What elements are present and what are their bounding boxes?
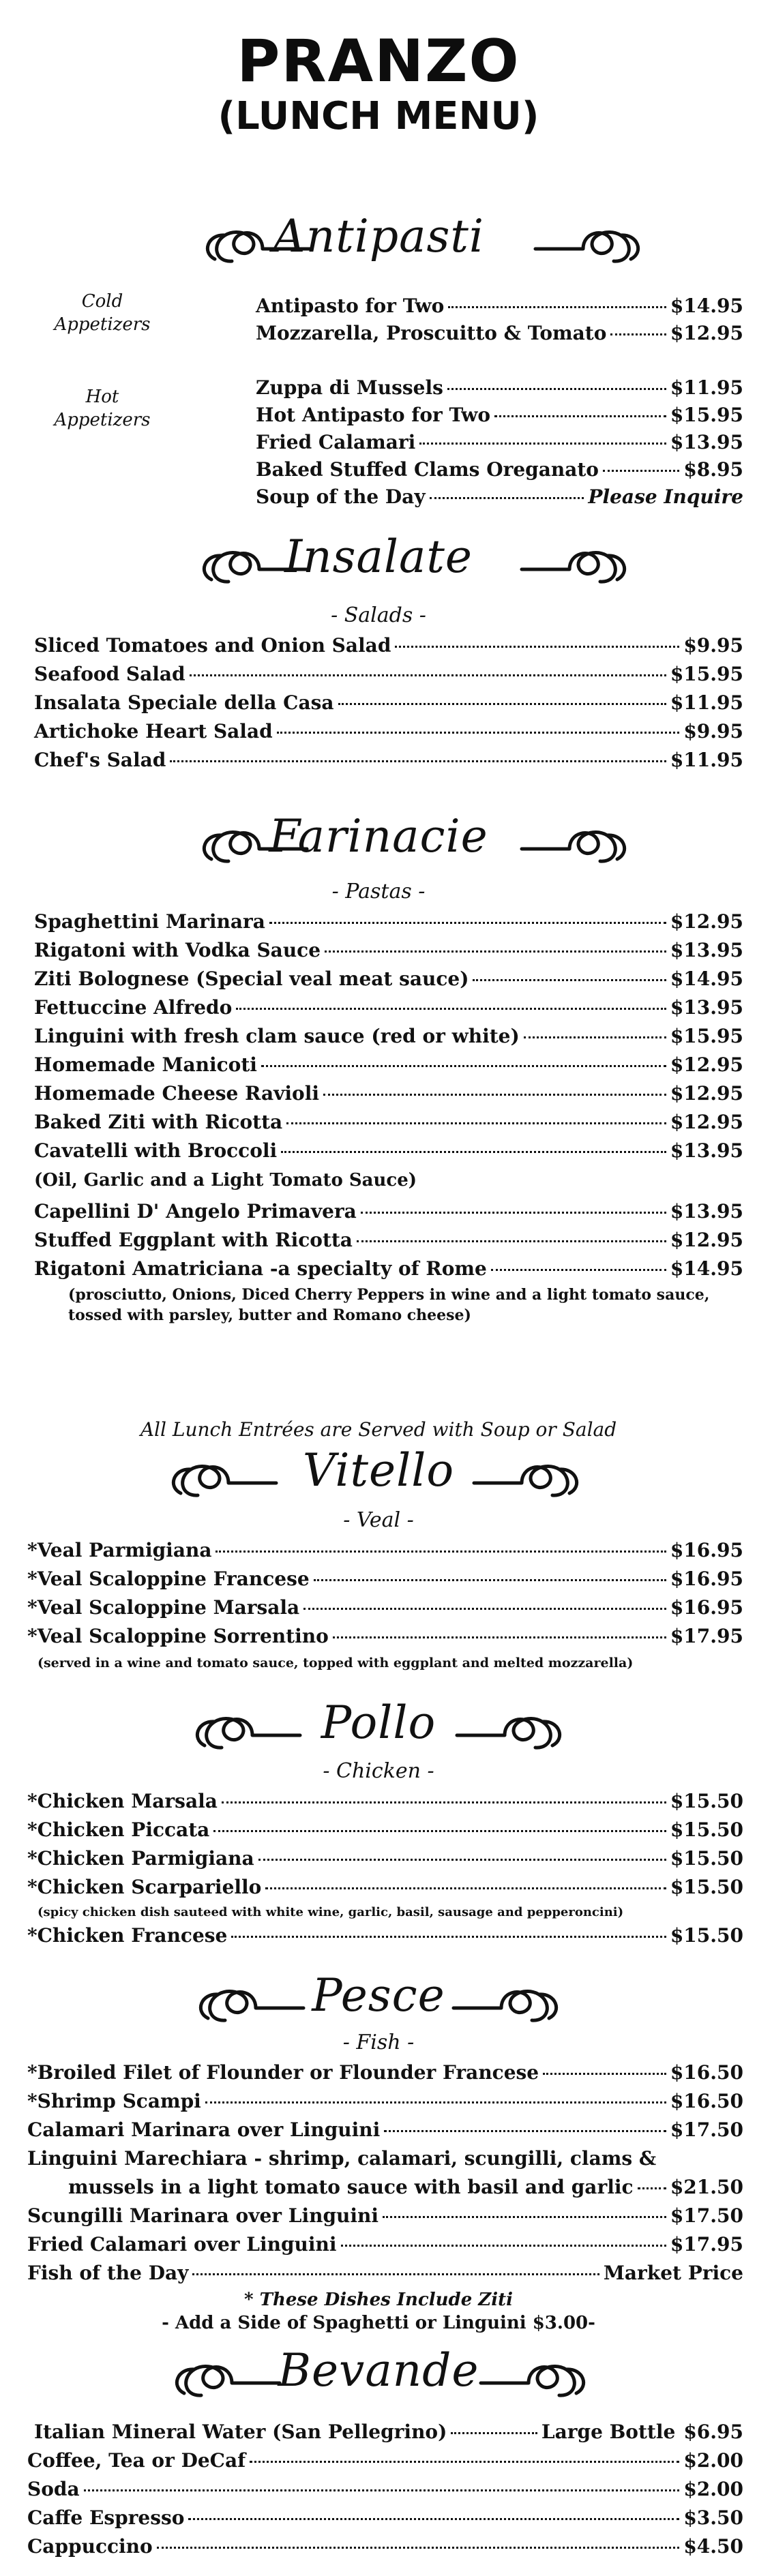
item-note: (served in a wine and tomato sauce, topped with eggplant and melted mozzarella) <box>38 1656 634 1671</box>
menu-item: Sliced Tomatoes and Onion Salad $9.95 <box>34 634 743 657</box>
menu-item: *Chicken Scarpariello $15.50 <box>27 1876 743 1898</box>
item-note: (spicy chicken dish sauteed with white wine, garlic, basil, sausage and pepperoncini) <box>38 1905 624 1919</box>
menu-item: *Broiled Filet of Flounder or Flounder Francese $16.50 <box>27 2061 743 2084</box>
menu-item: Ziti Bolognese (Special veal meat sauce) $14.95 <box>34 968 743 990</box>
farinacie-heading: Farinacie <box>0 805 757 880</box>
hot-appetizers-label: Hot Appetizers <box>54 387 151 430</box>
menu-item: Soda $2.00 <box>27 2478 743 2500</box>
menu-item: Capellini D' Angelo Primavera $13.95 <box>34 1200 743 1223</box>
menu-item: Calamari Marinara over Linguini $17.50 <box>27 2118 743 2141</box>
item-note: tossed with parsley, butter and Romano cheese) <box>68 1306 471 1324</box>
menu-item: Chef's Salad $11.95 <box>34 749 743 771</box>
menu-item: Rigatoni Amatriciana -a specialty of Rome $14.95 <box>34 1257 743 1280</box>
menu-subtitle: (LUNCH MENU) <box>218 94 539 138</box>
section-subtitle: - Salads - <box>331 603 426 627</box>
swirl-right-icon <box>518 542 634 590</box>
menu-item: Seafood Salad $15.95 <box>34 663 743 685</box>
swirl-right-icon <box>471 1456 587 1503</box>
cold-appetizers-label: Cold Appetizers <box>54 291 151 335</box>
section-subtitle: - Chicken - <box>323 1759 434 1783</box>
bevande-heading: Bevande <box>0 2339 757 2414</box>
item-note: (Oil, Garlic and a Light Tomato Sauce) <box>34 1170 417 1190</box>
menu-item: *Veal Parmigiana $16.95 <box>27 1539 743 1561</box>
swirl-right-icon <box>450 1981 566 2028</box>
swirl-right-icon <box>454 1708 569 1756</box>
item-note: (prosciutto, Onions, Diced Cherry Peppers in wine and a light tomato sauce, <box>68 1286 710 1304</box>
menu-item: *Chicken Marsala $15.50 <box>27 1790 743 1812</box>
insalate-heading: Insalate <box>0 525 757 600</box>
menu-item: Spaghettini Marinara $12.95 <box>34 910 743 933</box>
menu-item: *Chicken Francese $15.50 <box>27 1924 743 1947</box>
swirl-right-icon <box>532 222 648 269</box>
section-subtitle: - Pastas - <box>331 880 426 903</box>
menu-item: Scungilli Marinara over Linguini $17.50 <box>27 2204 743 2227</box>
menu-item: Baked Stuffed Clams Oreganato $8.95 <box>256 458 743 481</box>
menu-item: *Veal Scaloppine Sorrentino $17.95 <box>27 1625 743 1647</box>
menu-item: Fettuccine Alfredo $13.95 <box>34 996 743 1019</box>
menu-item: Linguini with fresh clam sauce (red or white) $15.95 <box>34 1025 743 1047</box>
menu-item-text: Linguini Marechiara - shrimp, calamari, scungilli, clams & <box>27 2147 657 2170</box>
menu-item: Homemade Cheese Ravioli $12.95 <box>34 1082 743 1105</box>
menu-item: Fried Calamari $13.95 <box>256 431 743 453</box>
menu-item: Coffee, Tea or DeCaf $2.00 <box>27 2449 743 2472</box>
menu-item: Homemade Manicoti $12.95 <box>34 1053 743 1076</box>
menu-item: Baked Ziti with Ricotta $12.95 <box>34 1111 743 1133</box>
swirl-right-icon <box>518 822 634 869</box>
menu-item: Cappuccino $4.50 <box>27 2535 743 2558</box>
vitello-heading: Vitello <box>0 1439 757 1514</box>
menu-title: PRANZO <box>237 27 520 95</box>
menu-item: *Veal Scaloppine Francese $16.95 <box>27 1568 743 1590</box>
menu-item: Mozzarella, Proscuitto & Tomato $12.95 <box>256 322 743 344</box>
menu-item: *Veal Scaloppine Marsala $16.95 <box>27 1596 743 1619</box>
menu-item: Hot Antipasto for Two $15.95 <box>256 404 743 426</box>
swirl-right-icon <box>477 2356 593 2403</box>
menu-item: *Shrimp Scampi $16.50 <box>27 2090 743 2112</box>
menu-item: Insalata Speciale della Casa $11.95 <box>34 691 743 714</box>
menu-item: Rigatoni with Vodka Sauce $13.95 <box>34 939 743 961</box>
menu-item: Caffe Espresso $3.50 <box>27 2506 743 2529</box>
entree-note: All Lunch Entrées are Served with Soup or Salad <box>140 1418 617 1441</box>
pollo-heading: Pollo <box>0 1691 757 1766</box>
antipasti-heading: Antipasti <box>0 205 757 280</box>
menu-item: Fried Calamari over Linguini $17.95 <box>27 2233 743 2256</box>
menu-item: mussels in a light tomato sauce with basil and garlic $21.50 <box>68 2176 743 2198</box>
menu-item: Cavatelli with Broccoli $13.95 <box>34 1139 743 1162</box>
menu-item: *Chicken Piccata $15.50 <box>27 1818 743 1841</box>
menu-item: Stuffed Eggplant with Ricotta $12.95 <box>34 1229 743 1251</box>
pesce-heading: Pesce <box>0 1964 757 2039</box>
menu-item: Fish of the Day Market Price <box>27 2262 743 2284</box>
menu-item: Italian Mineral Water (San Pellegrino) Large Bottle $6.95 <box>34 2421 743 2443</box>
section-subtitle: - Veal - <box>343 1508 414 1532</box>
ziti-note: * These Dishes Include Ziti <box>243 2290 514 2310</box>
menu-item: *Chicken Parmigiana $15.50 <box>27 1847 743 1870</box>
menu-item: Soup of the Day Please Inquire <box>256 485 743 508</box>
menu-item: Zuppa di Mussels $11.95 <box>256 376 743 399</box>
section-subtitle: - Fish - <box>342 2031 415 2054</box>
menu-item: Artichoke Heart Salad $9.95 <box>34 720 743 743</box>
side-note: - Add a Side of Spaghetti or Linguini $3.00- <box>162 2313 595 2333</box>
menu-item: Antipasto for Two $14.95 <box>256 295 743 317</box>
